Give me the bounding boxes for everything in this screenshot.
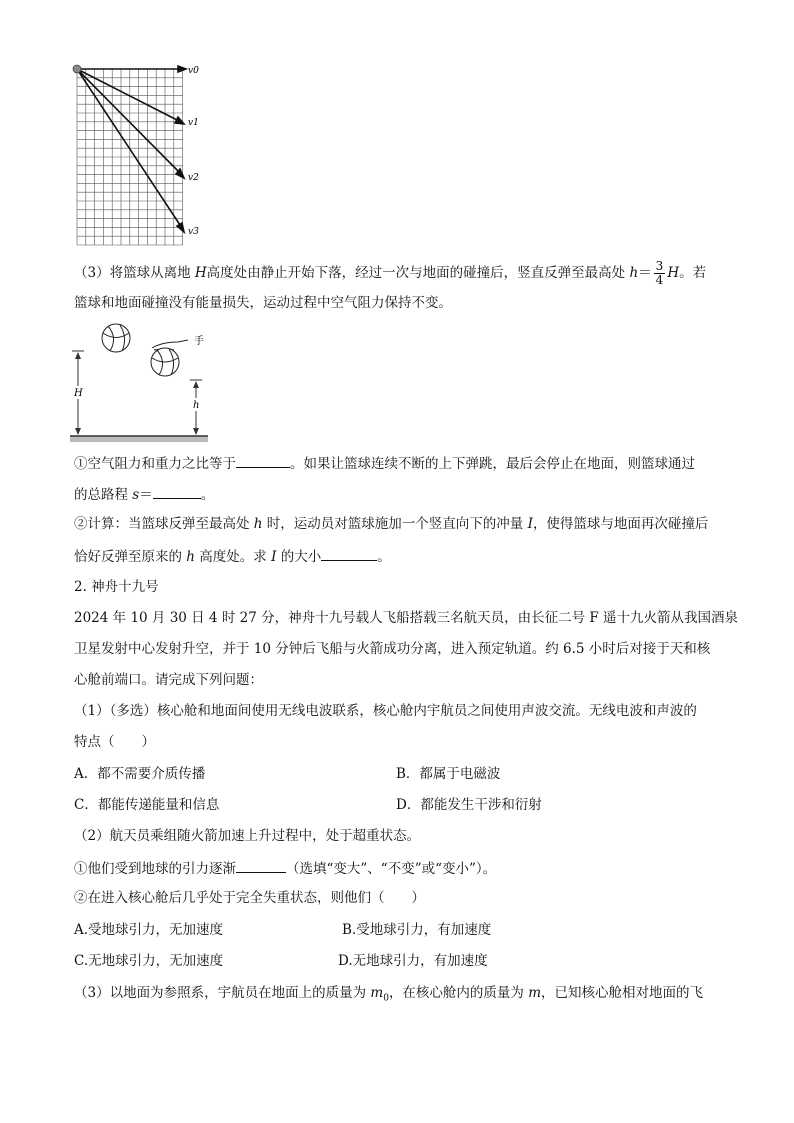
sub1-line1: ①空气阻力和重力之比等于 。如果让篮球连续不断的上下弹跳，最后会停止在地面，则篮球通过	[74, 453, 695, 473]
sub2-line1: ②计算：当篮球反弹至最高处 h 时，运动员对篮球施加一个竖直向下的冲量 I，使得篮球与地面再次碰撞后	[74, 516, 709, 532]
answer-blank-path[interactable]	[153, 484, 201, 499]
q2-1-line2: 特点（ ）	[74, 734, 155, 750]
q3-line2: 篮球和地面碰撞没有能量损失，运动过程中空气阻力保持不变。	[74, 295, 452, 311]
q2-2-sub2: ②在进入核心舱后几乎处于完全失重状态，则他们（ ）	[74, 890, 425, 906]
h-arrow-up	[193, 381, 199, 388]
sub2-line2: 恰好反弹至原来的 h 高度处。求 I 的大小 。	[74, 546, 391, 566]
basketball-1	[102, 324, 130, 352]
q2-1-option-d[interactable]: D．都能发生干涉和衍射	[396, 797, 542, 813]
q2-1-option-b[interactable]: B．都属于电磁波	[396, 766, 501, 782]
q2-2-option-d[interactable]: D.无地球引力，有加速度	[338, 953, 488, 969]
section2-para-line3: 心舱前端口。请完成下列问题：	[74, 672, 263, 688]
section2-para-line2: 卫星发射中心发射升空，并于 10 分钟后飞船与火箭成功分离，进入预定轨道。约 6.5 小时后对接于天和核	[74, 641, 711, 657]
h-arrow-down	[193, 428, 199, 435]
origin-dot	[73, 65, 81, 73]
sub1-line2: 的总路程 s＝ 。	[74, 484, 214, 504]
label-v1: v1	[188, 118, 199, 128]
q2-2-option-a[interactable]: A.受地球引力，无加速度	[74, 922, 224, 938]
arrow-v0-head	[178, 66, 186, 72]
q2-2-option-b[interactable]: B.受地球引力，有加速度	[342, 922, 492, 938]
answer-blank-impulse[interactable]	[321, 546, 377, 561]
velocity-grid-figure	[70, 62, 210, 248]
q2-2-option-c[interactable]: C.无地球引力，无加速度	[74, 953, 224, 969]
section2-title: 2. 神舟十九号	[74, 579, 159, 595]
basketball-figure	[70, 318, 215, 442]
q2-1-option-c[interactable]: C．都能传递能量和信息	[74, 797, 220, 813]
q2-1-line1: （1）（多选）核心舱和地面间使用无线电波联系，核心舱内宇航员之间使用声波交流。无线电波和声波的	[74, 703, 697, 719]
label-v0: v0	[188, 66, 199, 76]
H-arrow-down	[75, 428, 81, 435]
fraction-three-quarters: $\frac{3}{4}$	[655, 259, 664, 287]
answer-blank-ratio[interactable]	[236, 453, 290, 468]
arrow-v3-head	[177, 223, 184, 232]
q2-2-sub1: ①他们受到地球的引力逐渐 （选填“变大”、“不变”或“变小”）。	[74, 858, 496, 878]
q2-2-line1: （2）航天员乘组随火箭加速上升过程中，处于超重状态。	[74, 828, 421, 844]
hand-label: 手	[194, 336, 204, 347]
h-label: h	[193, 400, 200, 411]
q2-3-line1: （3）以地面为参照系，宇航员在地面上的质量为 $m_0$，在核心舱内的质量为 m，已知核心舱相对地面的飞	[74, 985, 704, 1004]
basketball-2	[151, 348, 179, 376]
q2-1-option-a[interactable]: A．都不需要介质传播	[74, 766, 206, 782]
label-v2: v2	[188, 173, 199, 183]
label-v3: v3	[188, 227, 199, 237]
section2-para-line1: 2024 年 10 月 30 日 4 时 27 分，神舟十九号载人飞船搭载三名航天员，由长征二号 F 遥十九火箭从我国酒泉	[74, 610, 739, 626]
svg-text:H: H	[74, 388, 83, 399]
q3-line1: （3）将篮球从离地 H高度处由静止开始下落，经过一次与地面的碰撞后，竖直反弹至最高处 h＝ $\frac{3}{4}$ H。若	[74, 259, 707, 287]
velocity-arrows	[77, 66, 186, 232]
H-arrow-up	[75, 352, 81, 359]
ground-hatch	[70, 436, 208, 442]
answer-blank-gravity[interactable]	[236, 858, 286, 873]
